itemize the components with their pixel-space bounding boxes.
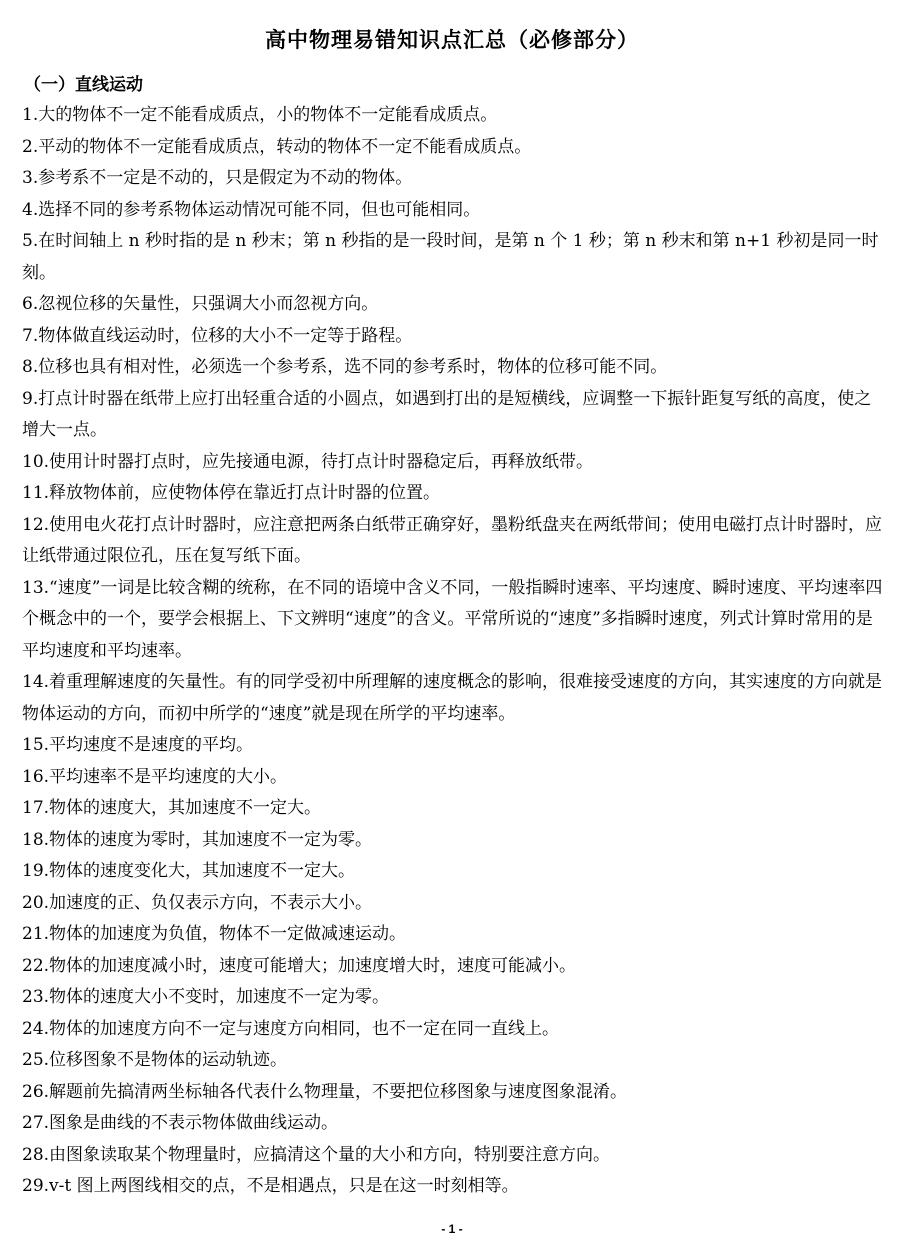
list-item: 5.在时间轴上 n 秒时指的是 n 秒末；第 n 秒指的是一段时间，是第 n 个 1 秒；第 n 秒末和第 n+1 秒初是同一时刻。 [22,231,879,283]
list-item: 18.物体的速度为零时，其加速度不一定为零。 [22,829,373,850]
list-item: 11.释放物体前，应使物体停在靠近打点计时器的位置。 [22,483,441,503]
list-item: 8.位移也具有相对性，必须选一个参考系，选不同的参考系时，物体的位移可能不同。 [22,357,668,377]
list-item: 12.使用电火花打点计时器时，应注意把两条白纸带正确穿好，墨粉纸盘夹在两纸带间；使用电磁打点计时器时，应让纸带通过限位孔，压在复写纸下面。 [22,514,883,566]
page-number: - 1 - [441,1222,463,1236]
knowledge-point-list [22,100,884,1203]
list-item: 27.图象是曲线的不表示物体做曲线运动。 [22,1113,339,1133]
list-item: 14.着重理解速度的矢量性。有的同学受初中所理解的速度概念的影响，很难接受速度的方向，其实速度的方向就是物体运动的方向，而初中所学的“速度”就是现在所学的平均速率。 [22,672,883,724]
list-item: 23.物体的速度大小不变时，加速度不一定为零。 [22,987,390,1007]
list-item: 25.位移图象不是物体的运动轨迹。 [22,1050,288,1070]
list-item: 29.v-t 图上两图线相交的点，不是相遇点，只是在这一时刻相等。 [22,1176,519,1196]
list-item: 7.物体做直线运动时，位移的大小不一定等于路程。 [22,325,413,346]
list-item: 15.平均速度不是速度的平均。 [22,735,254,755]
list-item: 13.“速度”一词是比较含糊的统称，在不同的语境中含义不同，一般指瞬时速率、平均速度、瞬时速度、平均速率四个概念中的一个，要学会根据上、下文辨明“速度”的含义。平常所说的“速度”多指瞬时速度，列式计算时常用的是平均速度和平均速率。 [22,577,883,661]
list-item: 4.选择不同的参考系物体运动情况可能不同，但也可能相同。 [22,199,481,220]
list-item: 16.平均速率不是平均速度的大小。 [22,766,288,787]
list-item: 22.物体的加速度减小时，速度可能增大；加速度增大时，速度可能减小。 [22,955,577,976]
list-item: 19.物体的速度变化大，其加速度不一定大。 [22,861,356,881]
document-title: 高中物理易错知识点汇总（必修部分） [265,28,639,52]
list-item: 9.打点计时器在纸带上应打出轻重合适的小圆点，如遇到打出的是短横线，应调整一下振针距复写纸的高度，使之增大一点。 [22,388,872,440]
list-item: 26.解题前先搞清两坐标轴各代表什么物理量，不要把位移图象与速度图象混淆。 [22,1081,628,1102]
list-item: 21.物体的加速度为负值，物体不一定做减速运动。 [22,924,407,944]
list-item: 6.忽视位移的矢量性，只强调大小而忽视方向。 [22,294,379,314]
list-item: 28.由图象读取某个物理量时，应搞清这个量的大小和方向，特别要注意方向。 [22,1144,611,1165]
list-item: 1.大的物体不一定不能看成质点，小的物体不一定能看成质点。 [22,105,498,125]
list-item: 17.物体的速度大，其加速度不一定大。 [22,798,322,818]
list-item: 20.加速度的正、负仅表示方向，不表示大小。 [22,892,373,913]
list-item: 3.参考系不一定是不动的，只是假定为不动的物体。 [22,168,413,188]
list-item: 2.平动的物体不一定能看成质点，转动的物体不一定不能看成质点。 [22,136,532,157]
list-item: 10.使用计时器打点时，应先接通电源，待打点计时器稳定后，再释放纸带。 [22,451,594,472]
list-item: 24.物体的加速度方向不一定与速度方向相同，也不一定在同一直线上。 [22,1018,560,1039]
section-heading: （一）直线运动 [24,75,143,95]
